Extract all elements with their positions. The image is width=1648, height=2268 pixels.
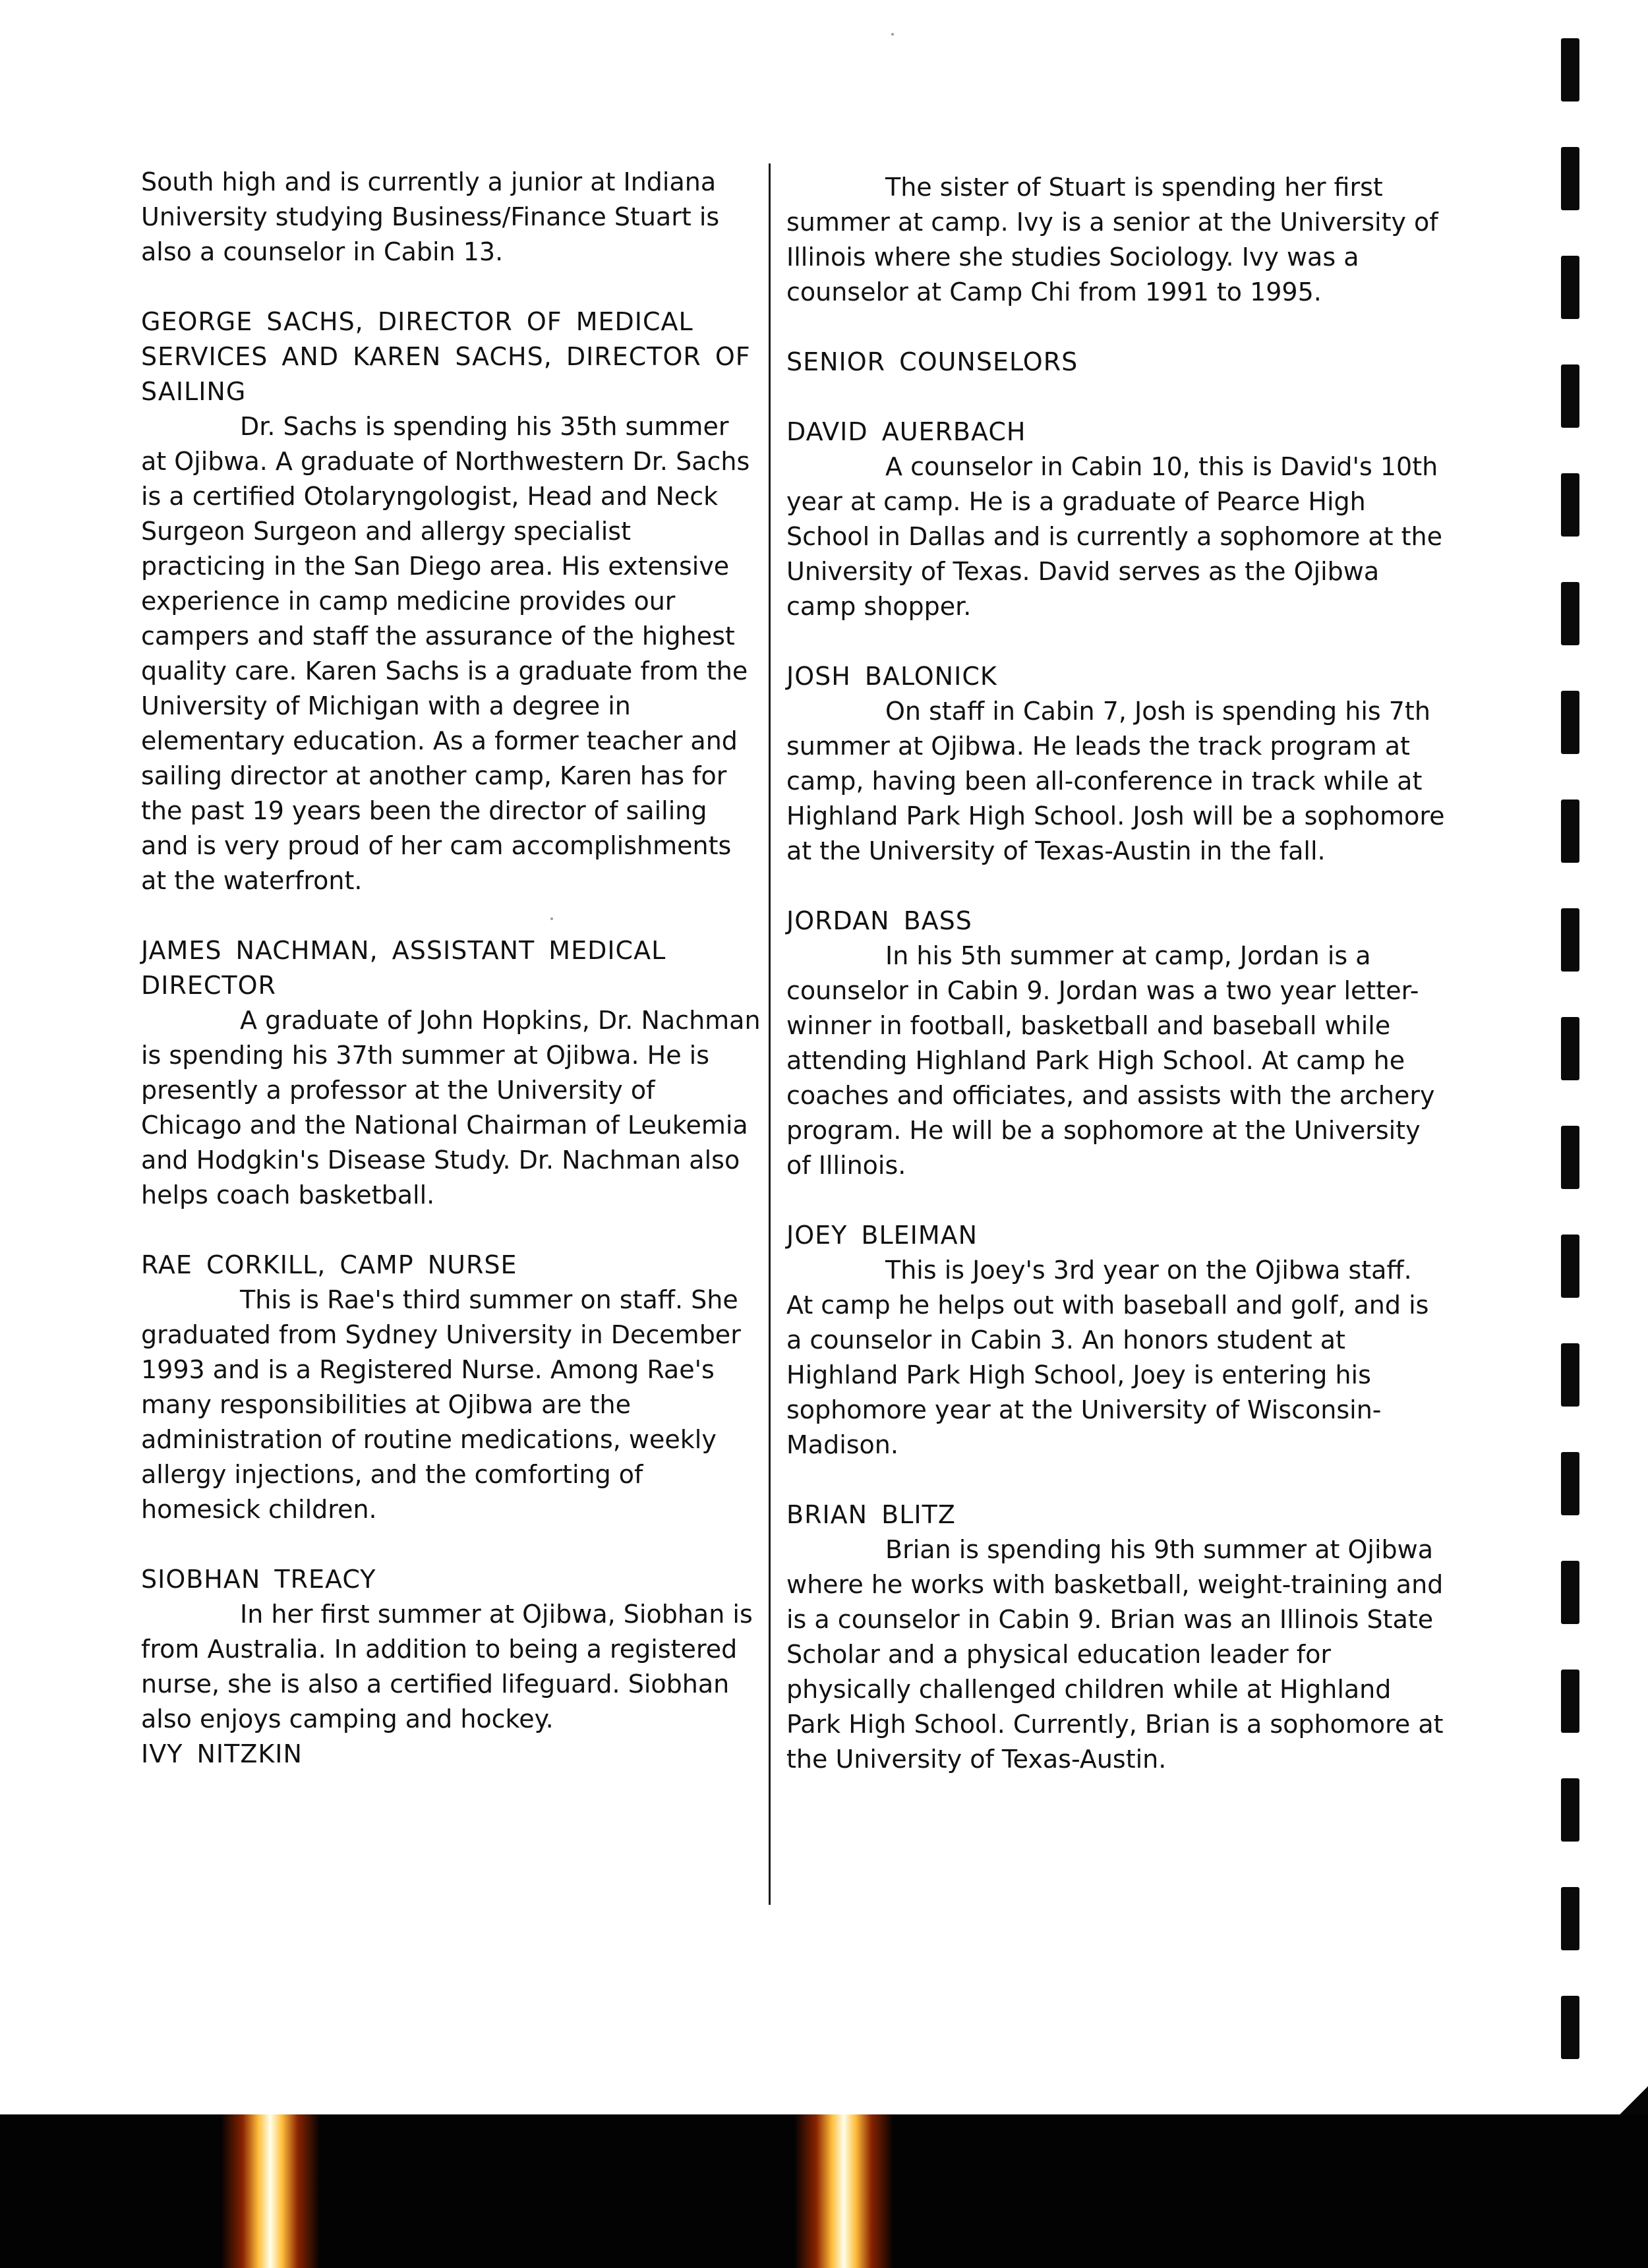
column-divider [769, 163, 771, 1905]
binding-hole [1561, 1235, 1579, 1298]
binding-holes [1561, 38, 1581, 2055]
binding-hole [1561, 1561, 1579, 1624]
section-body-george-karen-sachs: Dr. Sachs is spending his 35th summer at Ojibwa. A graduate of Northwestern Dr. Sachs is a certified Otolaryngologist, Head and Neck Surgeon Surgeon and allergy specialist practicing in the San Diego area. His extensive experience in camp medicine provides our campers and staff the assurance of the highest quality care. Karen Sachs is a graduate from the University of Michigan with a degree in elementary education. As a former teacher and sailing director at another camp, Karen has for the past 19 years been the director of sailing and is very proud of her cam accomplishments at the waterfront. [141, 412, 750, 895]
section-body-david-auerbach: A counselor in Cabin 10, this is David's 10th year at camp. He is a graduate of Pearce High School in Dallas and is currently a sophomore at the University of Texas. David serves as the Ojibwa camp shopper. [786, 452, 1442, 621]
section-heading-joey-bleiman: JOEY BLEIMAN [786, 1221, 978, 1250]
section-heading-george-karen-sachs: GEORGE SACHS, DIRECTOR OF MEDICAL SERVICES AND KAREN SACHS, DIRECTOR OF SAILING [141, 307, 751, 406]
binding-hole [1561, 1778, 1579, 1842]
binding-hole [1561, 256, 1579, 319]
section-title-senior-counselors: SENIOR COUNSELORS [786, 347, 1078, 376]
binding-hole [1561, 908, 1579, 972]
section-heading-james-nachman: JAMES NACHMAN, ASSISTANT MEDICAL DIRECTOR [141, 936, 666, 1000]
binding-hole [1561, 473, 1579, 537]
scanner-light-streak [221, 2114, 320, 2268]
section-heading-rae-corkill: RAE CORKILL, CAMP NURSE [141, 1250, 517, 1279]
scan-speck [891, 33, 894, 36]
binding-hole [1561, 1126, 1579, 1189]
binding-hole [1561, 1452, 1579, 1515]
binding-hole [1561, 800, 1579, 863]
right-column [786, 170, 1446, 1777]
section-heading-david-auerbach: DAVID AUERBACH [786, 417, 1026, 446]
section-heading-josh-balonick: JOSH BALONICK [786, 662, 997, 691]
left-column [141, 165, 761, 1772]
binding-hole [1561, 147, 1579, 210]
section-body-josh-balonick: On staff in Cabin 7, Josh is spending his 7th summer at Ojibwa. He leads the track program at camp, having been all-conference in track while at Highland Park High School. Josh will be a sophomore at the University of Texas-Austin in the fall. [786, 697, 1445, 865]
left-intro-paragraph: South high and is currently a junior at Indiana University studying Business/Finance Stuart is also a counselor in Cabin 13. [141, 167, 720, 266]
binding-hole [1561, 1343, 1579, 1407]
binding-hole [1561, 582, 1579, 645]
section-body-joey-bleiman: This is Joey's 3rd year on the Ojibwa staff. At camp he helps out with baseball and golf, and is a counselor in Cabin 3. An honors student at Highland Park High School, Joey is entering his sophomore year at the University of Wisconsin-Madison. [786, 1256, 1429, 1459]
section-body-james-nachman: A graduate of John Hopkins, Dr. Nachman is spending his 37th summer at Ojibwa. He is presently a professor at the University of Chicago and the National Chairman of Leukemia and Hodgkin's Disease Study. Dr. Nachman also helps coach basketball. [141, 1006, 761, 1209]
section-body-jordan-bass: In his 5th summer at camp, Jordan is a counselor in Cabin 9. Jordan was a two year letter-winner in football, basketball and baseball while attending Highland Park High School. At camp he coaches and officiates, and assists with the archery program. He will be a sophomore at the University of Illinois. [786, 941, 1435, 1180]
section-heading-brian-blitz: BRIAN BLITZ [786, 1500, 956, 1529]
binding-hole [1561, 1017, 1579, 1080]
section-heading-siobhan-treacy: SIOBHAN TREACY [141, 1565, 376, 1594]
scanner-light-streak [794, 2114, 893, 2268]
right-intro-paragraph: The sister of Stuart is spending her first summer at camp. Ivy is a senior at the University of Illinois where she studies Sociology. Ivy was a counselor at Camp Chi from 1991 to 1995. [786, 173, 1438, 306]
binding-hole [1561, 38, 1579, 102]
binding-hole [1561, 691, 1579, 754]
binding-hole [1561, 1996, 1579, 2059]
section-body-siobhan-treacy: In her first summer at Ojibwa, Siobhan is from Australia. In addition to being a registered nurse, she is also a certified lifeguard. Siobhan also enjoys camping and hockey. [141, 1600, 753, 1733]
binding-hole [1561, 364, 1579, 428]
binding-hole [1561, 1670, 1579, 1733]
section-body-rae-corkill: This is Rae's third summer on staff. She graduated from Sydney University in December 1993 and is a Registered Nurse. Among Rae's many responsibilities at Ojibwa are the administration of routine medications, weekly allergy injections, and the comforting of homesick children. [141, 1285, 741, 1524]
scan-speck [550, 917, 553, 920]
section-body-brian-blitz: Brian is spending his 9th summer at Ojibwa where he works with basketball, weight-training and is a counselor in Cabin 9. Brian was an Illinois State Scholar and a physical education leader for physically challenged children while at Highland Park High School. Currently, Brian is a sophomore at the University of Texas-Austin. [786, 1535, 1444, 1774]
section-heading-jordan-bass: JORDAN BASS [786, 906, 972, 935]
binding-hole [1561, 1887, 1579, 1950]
section-heading-ivy-nitzkin: IVY NITZKIN [141, 1739, 303, 1768]
